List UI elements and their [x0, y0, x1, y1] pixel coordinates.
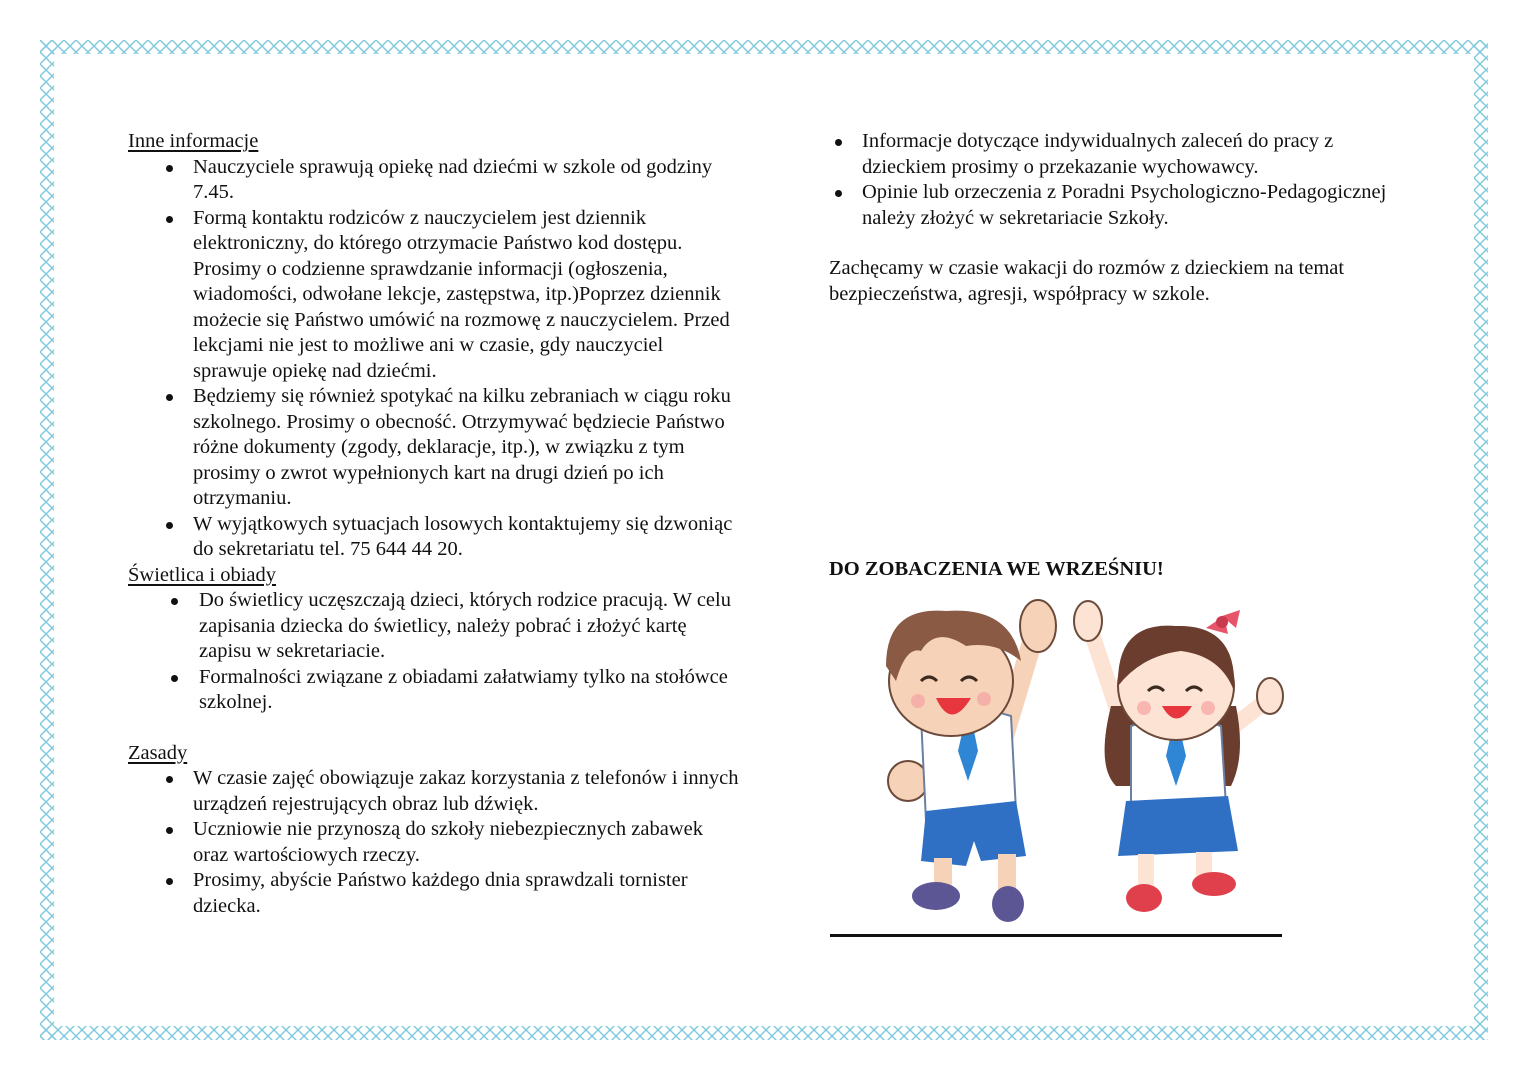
list-item: Nauczyciele sprawują opiekę nad dziećmi w szkole od godziny 7.45. — [128, 155, 740, 206]
list-item: Formalności związane z obiadami załatwiamy tylko na stołówce szkolnej. — [128, 665, 740, 716]
list-item: Formą kontaktu rodziców z nauczycielem jest dziennik elektroniczny, do którego otrzymacie Państwo kod dostępu. Prosimy o codzienne sprawdzanie informacji (ogłoszenia, wiadomości, odwołane lekcje, zastępstwa, itp.)Poprzez dziennik możecie się Państwo umówić na rozmowę z nauczycielem. Przed lekcjami nie jest to możliwe ani w czasie, gdy nauczyciel sprawuje opiekę nad dziećmi. — [128, 206, 740, 385]
signature-line — [830, 934, 1282, 937]
girl-figure — [1074, 601, 1283, 912]
other-info-list — [128, 155, 740, 563]
section-heading-other-info: Inne informacje — [128, 130, 259, 152]
section-heading-rules: Zasady — [128, 741, 188, 764]
list-item: Do świetlicy uczęszczają dzieci, których rodzice pracują. W celu zapisania dziecka do świetlicy, należy pobrać i złożyć kartę zapisu w sekretariacie. — [128, 588, 740, 665]
left-column — [128, 129, 740, 919]
list-item: Będziemy się również spotykać na kilku zebraniach w ciągu roku szkolnego. Prosimy o obecność. Otrzymywać będziecie Państwo różne dokumenty (zgody, deklaracje, itp.), w związku z tym prosimy o zwrot wypełnionych kart na drugi dzień po ich otrzymaniu. — [128, 384, 740, 512]
list-item: Prosimy, abyście Państwo każdego dnia sprawdzali tornister dziecka. — [128, 868, 740, 919]
happy-kids-illustration — [826, 586, 1296, 936]
daycare-list — [128, 588, 740, 716]
closing-heading: DO ZOBACZENIA WE WRZEŚNIU! — [829, 558, 1164, 580]
boy-figure — [886, 600, 1056, 922]
section-heading-daycare: Świetlica i obiady — [128, 563, 277, 586]
right-column — [829, 129, 1409, 307]
list-item: Uczniowie nie przynoszą do szkoły niebezpiecznych zabawek oraz wartościowych rzeczy. — [128, 817, 740, 868]
vacation-paragraph: Zachęcamy w czasie wakacji do rozmów z dzieckiem na temat bezpieczeństwa, agresji, współpracy w szkole. — [829, 257, 1345, 305]
list-item: W wyjątkowych sytuacjach losowych kontaktujemy się dzwoniąc do sekretariatu tel. 75 644 44 20. — [128, 512, 740, 563]
list-item: W czasie zajęć obowiązuje zakaz korzystania z telefonów i innych urządzeń rejestrujących obraz lub dźwięk. — [128, 766, 740, 817]
rules-list — [128, 766, 740, 919]
list-item: Informacje dotyczące indywidualnych zaleceń do pracy z dzieckiem prosimy o przekazanie wychowawcy. — [829, 129, 1409, 180]
right-info-list — [829, 129, 1409, 231]
list-item: Opinie lub orzeczenia z Poradni Psychologiczno-Pedagogicznej należy złożyć w sekretariacie Szkoły. — [829, 180, 1409, 231]
